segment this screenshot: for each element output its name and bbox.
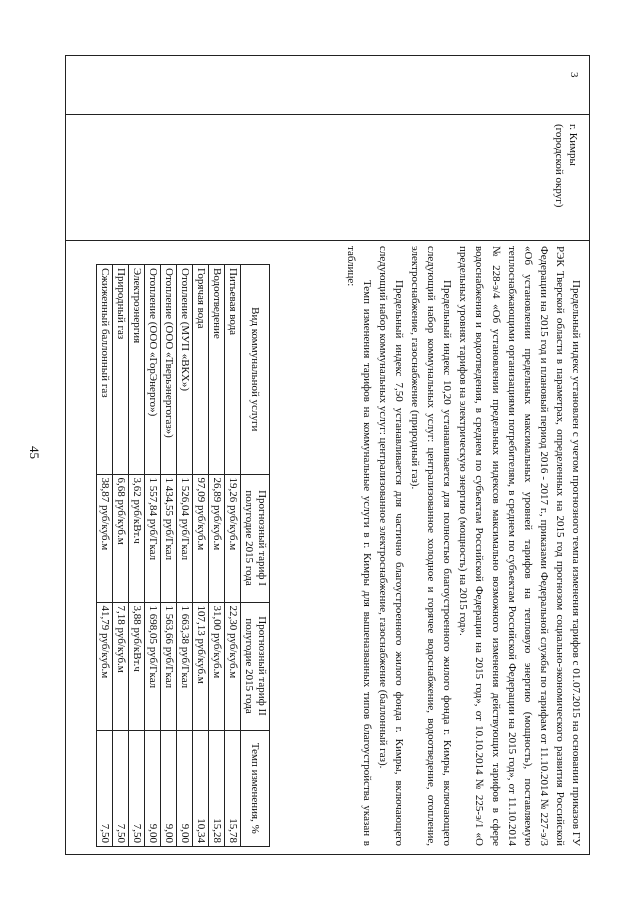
service-cell: Сжиженный баллонный газ	[97, 265, 113, 475]
change-rate-cell: 7,50	[97, 730, 113, 846]
table-row	[145, 265, 161, 847]
tariff-h1-cell: 1 526,04 руб/Гкал	[177, 474, 193, 602]
tariff-h1-cell: 97,09 руб/куб.м	[193, 474, 209, 602]
tariff-h1-cell: 1 557,84 руб/Гкал	[145, 474, 161, 602]
tariff-h2-cell: 22,30 руб/куб.м	[225, 602, 241, 730]
change-rate-cell: 15,28	[209, 730, 225, 846]
table-header-row	[241, 265, 270, 847]
table-row	[161, 265, 177, 847]
tariff-h2-cell: 7,18 руб/куб.м	[113, 602, 129, 730]
frame-top-rule	[589, 56, 590, 854]
tariff-h1-cell: 6,68 руб/куб.м	[113, 474, 129, 602]
table-row	[113, 265, 129, 847]
tariff-h2-cell: 41,79 руб/куб.м	[97, 602, 113, 730]
change-rate-cell: 7,50	[113, 730, 129, 846]
table-row	[177, 265, 193, 847]
city-name: г. Кимры	[567, 124, 579, 166]
header-tariff-h1: Прогнозный тариф I полугодие 2015 года	[241, 474, 270, 602]
service-cell: Горячая вода	[193, 265, 209, 475]
tariff-h2-cell: 1 563,66 руб/Гкал	[161, 602, 177, 730]
tariff-h2-cell: 1 698,05 руб/Гкал	[145, 602, 161, 730]
tariff-h1-cell: 26,89 руб/куб.м	[209, 474, 225, 602]
header-service: Вид коммунальной услуги	[241, 265, 270, 475]
tariff-table	[96, 264, 270, 847]
tariff-h1-cell: 38,87 руб/куб.м	[97, 474, 113, 602]
service-cell: Питьевая вода	[225, 265, 241, 475]
change-rate-cell: 10,34	[193, 730, 209, 846]
paragraph: Темп изменения тарифов на коммунальные услуги в г. Кимры для вышеназванных типов благоустройства указан в таблице:	[344, 246, 373, 846]
table-row-frame	[65, 55, 590, 855]
table-row	[97, 265, 113, 847]
table-row	[129, 265, 145, 847]
tariff-h1-cell: 19,26 руб/куб.м	[225, 474, 241, 602]
tariff-h1-cell: 3,62 руб/кВт.ч	[129, 474, 145, 602]
header-change-rate: Темп изменения, %	[241, 730, 270, 846]
header-tariff-h2: Прогнозный тариф II полугодие 2015 года	[241, 602, 270, 730]
table-row	[225, 265, 241, 847]
paragraph: Предельный индекс установлен с учетом прогнозного темпа изменения тарифов с 01.07.2015 на основании приказов ГУ РЭК Тверской области в параметрах, определенных на 2015 год прогнозом социально-экономического развития Российской Федерации на 2015 год и плановый период 2016 - 2017 г., приказами Федеральной службы по тарифам от 11.10.2014 № 227-э/3 «Об установлении предельных максимальных уровней тарифов на тепловую энергию (мощность), поставляемую теплоснабжающими организациями потребителям, в среднем по субъектам Российской Федерации на 2015 год», от 11.10.2014 № 228-э/4 «Об установлении предельных индексов максимально возможного изменения действующих тарифов в сфере водоснабжения и водоотведения, в среднем по субъектам Российской Федерации на 2015 год», от 10.10.2014 № 225-э/1 «О предельных уровнях тарифов на электрическую энергию (мощность) на 2015 год».	[457, 246, 582, 846]
service-cell: Отопление (МУП «ВКХ»)	[177, 265, 193, 475]
change-rate-cell: 9,00	[161, 730, 177, 846]
page-number: 45	[27, 446, 42, 459]
service-cell: Водоотведение	[209, 265, 225, 475]
frame-bottom-rule	[65, 56, 66, 854]
service-cell: Электроэнергия	[129, 265, 145, 475]
table-row	[193, 265, 209, 847]
column-divider-2	[65, 240, 590, 241]
paragraph: Предельный индекс 10,20 устанавливается для полностью благоустроенного жилого фонда г. Кимры, включающего следующий набор коммунальных услуг: централизованное холодное и горячее водоснабжение, водоотведение, отопление, электроснабжение, газоснабжение (природный газ).	[409, 246, 454, 846]
tariff-h2-cell: 1 663,38 руб/Гкал	[177, 602, 193, 730]
row-number: 3	[568, 72, 580, 78]
tariff-h2-cell: 107,13 руб/куб.м	[193, 602, 209, 730]
change-rate-cell: 7,50	[129, 730, 145, 846]
service-cell: Природный газ	[113, 265, 129, 475]
municipality-cell	[552, 124, 580, 236]
justification-text	[343, 246, 584, 846]
paragraph: Предельный индекс 7,50 устанавливается для частично благоустроенного жилого фонда г. Кимры, включающего следующий набор коммунальных услуг: централизованное электроснабжение, газоснабжение (баллонный газ).	[376, 246, 405, 846]
tariff-h1-cell: 1 434,55 руб/Гкал	[161, 474, 177, 602]
change-rate-cell: 15,78	[225, 730, 241, 846]
column-divider-1	[65, 114, 590, 115]
tariff-h2-cell: 3,88 руб/кВт.ч	[129, 602, 145, 730]
city-district: (городской округ)	[553, 124, 565, 208]
change-rate-cell: 9,00	[177, 730, 193, 846]
change-rate-cell: 9,00	[145, 730, 161, 846]
service-cell: Отопление (ООО «Тверьэнергогаз»)	[161, 265, 177, 475]
service-cell: Отопление (ООО «ГорЭнерго»)	[145, 265, 161, 475]
table-row	[209, 265, 225, 847]
tariff-h2-cell: 31,00 руб/куб.м	[209, 602, 225, 730]
